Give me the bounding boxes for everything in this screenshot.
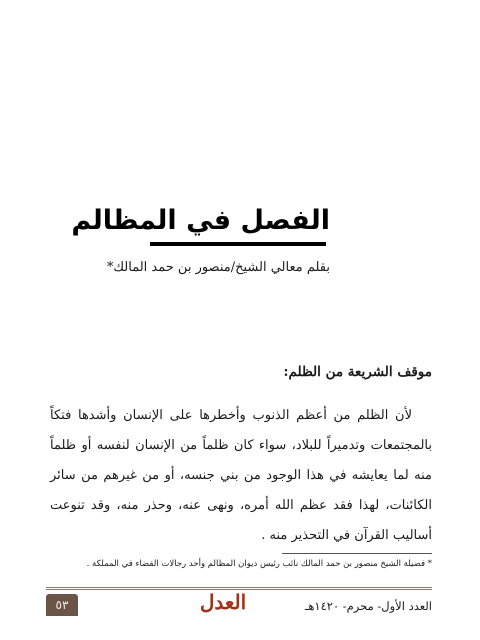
author-byline: بقلم معالي الشيخ/منصور بن حمد المالك* <box>106 260 330 275</box>
footnote-divider <box>282 553 432 554</box>
body-text <box>50 401 432 551</box>
body-paragraph: لأن الظلم من أعظم الذنوب وأخطرها على الإنسان وأشدها فتكاً بالمجتمعات وتدميراً للبلاد، سواء كان ظلماً من الإنسان لنفسه أو ظلماً منه لما يعايشه في هذا الوجود من بني جنسه، أو من غيرهم من سائر الكائنات، لهذا فقد عظم الله أمره، ونهى عنه، وحذر منه، وقد تنوعت أساليب القرآن في التحذير منه . <box>50 408 432 543</box>
title-underline <box>150 242 326 246</box>
section-heading: موقف الشريعة من الظلم: <box>283 364 432 380</box>
issue-info: العدد الأول- محرم- ١٤٢٠هـ <box>304 599 432 613</box>
article-title: الفصل في المظالم <box>71 205 330 236</box>
magazine-logo: العدل <box>199 590 247 614</box>
page-number: ٥٣ <box>46 594 78 616</box>
footnote: * فضيلة الشيخ منصور بن حمد المالك نائب رئيس ديوان المظالم وأحد رجالات القضاء في المملكة . <box>86 559 432 569</box>
